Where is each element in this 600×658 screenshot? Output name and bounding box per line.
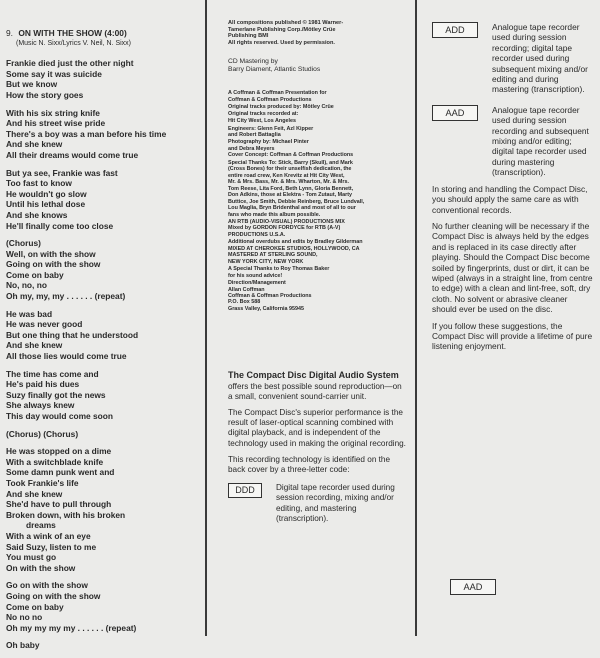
publishing-notice: [228, 20, 408, 46]
lyric-line: He was never good: [6, 319, 83, 330]
lyric-line: You must go: [6, 552, 57, 563]
credit-line: fans who made this album possible.: [228, 211, 321, 218]
lyric-line: Said Suzy, listen to me: [6, 541, 97, 552]
closing-paragraph: If you follow these suggestions, the Compact Disc will provide a lifetime of pure listening enjoyment.: [432, 320, 593, 352]
cd-intro: [228, 370, 408, 402]
credit-line: MASTERED AT STERLING SOUND,: [228, 252, 318, 259]
add-description: Analogue tape recorder used during session recording; digital tape recorder used during subsequent mixing and/or editing and during mastering (transcription).: [492, 22, 588, 95]
credit-line: NEW YORK CITY, NEW YORK: [228, 258, 304, 265]
song-title-text: ON WITH THE SHOW (4:00): [18, 28, 127, 38]
credit-line: Mr. & Mrs. Bass, Mr. & Mrs. Wharton, Mr. & Mrs.: [228, 179, 350, 186]
lyric-line: (Chorus) (Chorus): [6, 428, 79, 439]
lyric-line: Suzy finally got the news: [6, 389, 106, 400]
lyric-line: She always knew: [6, 400, 75, 411]
ddd-code-box: DDD: [228, 483, 262, 498]
aad-description: Analogue tape recorder used during session recording and subsequent mixing and/or editing; digital tape recorder used during mastering (transcription).: [492, 104, 589, 178]
lyric-line: Frankie died just the other night: [6, 58, 134, 69]
credit-line: Tom Reese, Lita Ford, Beth Lynn, Gloria Bennett,: [228, 185, 354, 192]
lyric-line: But we know: [6, 79, 58, 90]
lyric-line: On with the show: [6, 562, 76, 573]
lyric-stanza: [6, 580, 206, 633]
publishing-line: All compositions published © 1981 Warner-: [228, 20, 344, 26]
lyric-line: Broken down, with his broken: [6, 509, 126, 520]
lyric-stanza: [6, 429, 206, 440]
credit-line: Grass Valley, California 95945: [228, 305, 305, 312]
credit-line: AN RTB (AUDIO-VISUAL) PRODUCTIONS MIX: [228, 218, 345, 225]
aad-code-box: AAD: [432, 105, 478, 121]
credit-line: MIXED AT CHEROKEE STUDIOS, HOLLYWOOD, CA: [228, 245, 360, 252]
lyric-line: He was stopped on a dime: [6, 446, 112, 457]
lyric-stanza: [6, 108, 206, 161]
lyric-line: And she knows: [6, 209, 68, 220]
cd-code-intro: This recording technology is identified on the back cover by a three-letter code:: [228, 454, 391, 474]
credit-line: Cover Concept: Coffman & Coffman Productions: [228, 152, 354, 159]
credit-line: Photography by: Michael Pinter: [228, 138, 309, 145]
lyric-stanza: [6, 238, 206, 302]
lyric-line: All those lies would come true: [6, 351, 127, 362]
add-code-entry: [432, 22, 594, 95]
credit-line: Mixed by GORDON FORDYCE for RTB (A-V): [228, 225, 341, 232]
lyric-line: All their dreams would come true: [6, 149, 139, 160]
publishing-line: Tamerlane Publishing Corp./Mötley Crüe: [228, 26, 336, 33]
care-paragraph: In storing and handling the Compact Disc, you should apply the same care as with conventional records.: [432, 183, 588, 215]
credit-line: A Special Thanks to Roy Thomas Baker: [228, 266, 330, 273]
column-divider: [205, 0, 207, 636]
cd-heading: The Compact Disc Digital Audio System: [228, 370, 399, 381]
credit-line: P.O. Box 588: [228, 299, 261, 306]
credit-line: and Debra Meyers: [228, 146, 275, 152]
lyric-line: Oh my, my, my . . . . . . (repeat): [6, 291, 126, 302]
production-credits: [228, 90, 408, 312]
lyric-line: No no no: [6, 612, 43, 623]
lyric-line: And she knew: [6, 340, 63, 351]
credit-line: A Coffman & Coffman Presentation for: [228, 90, 327, 97]
credit-line: Allan Coffman: [228, 286, 265, 293]
aad-code-entry: [432, 105, 594, 178]
lyric-line: The time has come and: [6, 368, 99, 379]
lyric-line: He's paid his dues: [6, 379, 80, 390]
credit-line: (Cross Bones) for their unselfish dedication, the: [228, 166, 352, 173]
lyric-line: And she knew: [6, 488, 63, 499]
lyric-line: With a switchblade knife: [6, 456, 104, 467]
lyric-line: He'll finally come too close: [6, 220, 114, 231]
lyric-line: Took Frankie's life: [6, 477, 79, 488]
mastering-credit: [228, 58, 408, 74]
mastering-line: CD Mastering by: [228, 58, 278, 66]
credit-line: Coffman & Coffman Productions: [228, 292, 312, 299]
lyrics-body: [6, 58, 206, 651]
lyric-line: And his street wise pride: [6, 118, 106, 129]
lyric-line: No, no, no: [6, 280, 47, 291]
add-code-box: ADD: [432, 22, 478, 38]
lyric-stanza: [6, 58, 206, 100]
ddd-description: Digital tape recorder used during session recording, mixing and/or editing, and mastering (transcription).: [276, 483, 395, 523]
lyric-line: He wouldn't go slow: [6, 188, 87, 199]
lyric-line: But one thing that he understood: [6, 329, 139, 340]
bottom-code-box: AAD: [450, 579, 496, 595]
credit-line: Lou Maglia, Bryn Bridenthal and most of all to our: [228, 205, 356, 212]
lyric-line: Going on with the show: [6, 590, 101, 601]
credit-line: Engineers: Glenn Feit, Azl Kipper: [228, 125, 314, 132]
credit-line: PRODUCTIONS U.S.A.: [228, 231, 286, 238]
lyric-line: Come on baby: [6, 601, 64, 612]
credit-line: entire road crew, Ken Krevitz at Hit City West,: [228, 172, 345, 179]
credit-line: Additional overdubs and edits by Bradley Gilderman: [228, 239, 363, 246]
cd-intro-text: offers the best possible sound reproduction—on a small, convenient sound-carrier unit.: [228, 381, 402, 401]
lyric-line: Oh baby: [6, 640, 40, 651]
lyric-line: Come on baby: [6, 269, 64, 280]
ddd-code-entry: [228, 483, 408, 524]
cd-info-column: [432, 22, 594, 352]
lyric-line: Oh my my my my . . . . . . (repeat): [6, 622, 137, 633]
credit-line: Special Thanks To: Stick, Barry (Skull), and Mark: [228, 159, 353, 166]
lyric-line: Going on with the show: [6, 259, 101, 270]
lyric-line: But ya see, Frankie was fast: [6, 167, 118, 178]
lyric-stanza: [6, 168, 206, 232]
lyric-line: Until his lethal dose: [6, 199, 86, 210]
songwriter-credits: (Music N. Sixx/Lyrics V. Neil, N. Sixx): [16, 39, 131, 47]
credit-line: Buttice, Joe Smith, Debbie Reinberg, Bruce Lundvall,: [228, 198, 365, 205]
lyrics-column: [6, 28, 206, 658]
track-number: 9.: [6, 28, 13, 38]
lyric-line: (Chorus): [6, 238, 41, 249]
credit-line: Original tracks recorded at:: [228, 110, 299, 117]
lyric-line: With his six string knife: [6, 107, 100, 118]
credit-line: Direction/Management: [228, 280, 286, 287]
lyric-stanza: [6, 640, 206, 651]
lyric-line: Well, on with the show: [6, 248, 96, 259]
publishing-line: Publishing BMI: [228, 33, 269, 40]
lyric-line: She'd have to pull through: [6, 499, 112, 510]
lyric-stanza: [6, 446, 206, 573]
credit-line: Hit City West, Los Angeles: [228, 118, 296, 125]
credit-line: and Robert Battaglia: [228, 132, 281, 139]
credit-line: Don Adkins, those at Elektra - Tom Zutaut, Marty: [228, 192, 352, 199]
lyric-line: Some say it was suicide: [6, 68, 102, 79]
lyric-line: dreams: [26, 520, 56, 531]
song-title: [6, 28, 206, 39]
credit-line: Original tracks produced by: Mötley Crüe: [228, 104, 334, 111]
publishing-line: All rights reserved. Used by permission.: [228, 39, 335, 46]
lyric-line: Too fast to know: [6, 178, 72, 189]
cd-performance-text: The Compact Disc's superior performance is the result of laser-optical scanning combined with digital playback, and is independent of the technology used in making the original recording.: [228, 407, 406, 448]
lyric-line: How the story goes: [6, 89, 84, 100]
lyric-line: He was bad: [6, 308, 53, 319]
lyric-line: Some damn punk went and: [6, 467, 115, 478]
lyric-stanza: [6, 309, 206, 362]
credits-column: [228, 20, 408, 524]
lyric-line: Go on with the show: [6, 580, 88, 591]
credit-line: Coffman & Coffman Productions: [228, 96, 312, 103]
lyric-line: There's a boy was a man before his time: [6, 128, 167, 139]
cleaning-paragraph: No further cleaning will be necessary if the Compact Disc is always held by the edges and is replaced in its case directly after playing. Should the Compact Disc become soiled by fingerprints, dust or dirt, it can be wiped (always in a straight line, from centre to edge) with a clean and lint-free, soft, dry cloth. No solvent or abrasive cleaner should ever be used on the disc.: [432, 220, 593, 315]
lyric-line: And she knew: [6, 139, 63, 150]
mastering-line: Barry Diament, Atlantic Studios: [228, 66, 321, 74]
column-divider: [415, 0, 417, 636]
lyric-line: This day would come soon: [6, 411, 114, 421]
credit-line: for his sound advice!: [228, 272, 283, 279]
lyric-line: With a wink of an eye: [6, 530, 91, 541]
lyric-stanza: [6, 369, 206, 422]
